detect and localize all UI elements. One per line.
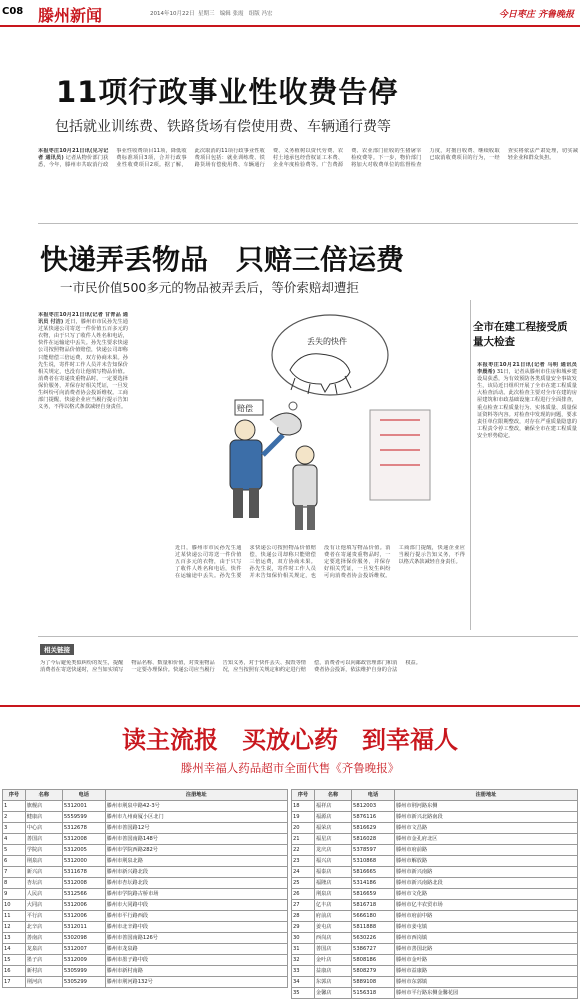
table-row — [3, 911, 288, 922]
table-cell: 荆河店 — [25, 977, 62, 988]
table-cell: 8 — [3, 878, 26, 889]
table-header-cell: 名称 — [25, 790, 62, 801]
table-cell: 12 — [3, 922, 26, 933]
table-cell: 5 — [3, 845, 26, 856]
store-table-left — [2, 789, 288, 988]
table-cell: 5816629 — [352, 823, 395, 834]
table-cell: 29 — [292, 922, 315, 933]
ad-rule — [0, 705, 580, 707]
table-cell: 滕州市新兴路北段 — [105, 867, 287, 878]
table-row — [292, 823, 578, 834]
story2-text: 近日，滕州市市民孙先生通过某快递公司寄送一件价值五百多元的衣物，由于只写了收件人姓名和电话，快件在运输途中丢失。孙先生要求快递公司按照物品价值赔偿，快递公司却称只能赔偿三倍运费，双方协商未果。孙先生说，寄件时工作人员并未告知保价相关规定，也没有让他填写物品价值。消费者在寄递贵重物品时，一定要选择保价服务，并保存好相关凭证，一旦发生纠纷可向消费者协会投诉维权。工商部门提醒，快递企业应当履行提示告知义务，不得以格式条款减轻自身责任。 — [38, 319, 128, 411]
table-cell: 5816659 — [352, 889, 395, 900]
table-row — [292, 889, 578, 900]
table-row — [3, 922, 288, 933]
related-text: 为了今后避免类似纠纷的发生，提醒消费者在寄送快递时，应当如实填写物品名称、数量和价值，对贵重物品一定要办理保价。快递公司应当履行告知义务，对于快件丢失、损毁等情况，应当按照有关规定和约定进行赔偿，消费者可以向邮政管理部门和消费者协会投诉，依法维护自身的合法权益。 — [40, 660, 421, 674]
table-cell: 滕州市新村南路 — [105, 966, 287, 977]
table-cell: 滕州市龙泉路 — [105, 944, 287, 955]
table-header-cell: 电话 — [352, 790, 395, 801]
table-cell: 滕州市文化路 — [394, 889, 577, 900]
table-cell: 滕州市东郭镇 — [394, 977, 577, 988]
table-cell: 滕州市善国南路148号 — [105, 834, 287, 845]
table-cell: 滕州市平行路西段 — [105, 911, 287, 922]
table-header-cell: 序号 — [292, 790, 315, 801]
table-cell: 北辛店 — [25, 922, 62, 933]
table-cell: 5666180 — [352, 911, 395, 922]
table-row — [292, 944, 578, 955]
table-cell: 滕州市金叶路 — [394, 955, 577, 966]
story2-body — [38, 312, 128, 630]
story3-headline: 全市在建工程接受质量大检查 — [473, 321, 568, 348]
table-cell: 3 — [3, 823, 26, 834]
table-cell: 滕州市文昌路 — [394, 823, 577, 834]
story1-byline: 本报枣庄10月21日讯(见习记者 通讯员) — [38, 148, 109, 162]
table-row — [292, 955, 578, 966]
story3-body — [477, 362, 577, 630]
table-cell: 人民店 — [25, 889, 62, 900]
page-header — [0, 0, 580, 26]
table-cell: 福源店 — [314, 812, 351, 823]
story2-body-cont — [175, 545, 465, 631]
table-cell: 滕州市杏坛路北段 — [105, 878, 287, 889]
cartoon-sign: 赔偿 — [237, 404, 253, 413]
table-cell: 平行店 — [25, 911, 62, 922]
table-cell: 西岗店 — [314, 933, 351, 944]
related-label: 相关链接 — [40, 644, 74, 655]
table-cell: 5808186 — [352, 955, 395, 966]
table-cell: 杏坛店 — [25, 878, 62, 889]
table-row — [3, 812, 288, 823]
table-cell: 15 — [3, 955, 26, 966]
store-table-right-grid — [291, 789, 578, 999]
table-cell: 滕州市荆泉北路 — [105, 856, 287, 867]
table-cell: 善国店 — [314, 944, 351, 955]
table-cell: 金叶店 — [314, 955, 351, 966]
table-cell: 滕州市益康路 — [394, 966, 577, 977]
table-cell: 17 — [3, 977, 26, 988]
table-cell: 5305299 — [62, 977, 105, 988]
table-row — [3, 966, 288, 977]
table-cell: 东郭店 — [314, 977, 351, 988]
table-row — [292, 977, 578, 988]
table-row — [3, 878, 288, 889]
table-cell: 学院店 — [25, 845, 62, 856]
table-cell: 5312678 — [62, 823, 105, 834]
story1-subhead: 包括就业训练费、铁路货场有偿使用费、车辆通行费等 — [55, 119, 391, 135]
table-cell: 福星店 — [314, 834, 351, 845]
related-divider — [38, 636, 578, 637]
table-cell: 滕州市善国北路 — [394, 944, 577, 955]
table-cell: 益康店 — [314, 966, 351, 977]
table-cell: 新村店 — [25, 966, 62, 977]
table-cell: 5812003 — [352, 801, 395, 812]
table-cell: 5310868 — [352, 856, 395, 867]
layout-editor: 组版 冯宏 — [248, 11, 273, 17]
header-rule — [0, 25, 580, 27]
table-cell: 9 — [3, 889, 26, 900]
page-number: C08 — [2, 6, 24, 17]
table-row — [292, 834, 578, 845]
table-cell: 姜屯店 — [314, 922, 351, 933]
sidebar-divider — [470, 300, 471, 630]
story2-headline: 快递弄丢物品 只赔三倍运费 — [40, 243, 405, 276]
store-table-right — [291, 789, 578, 999]
paper-name: 今日枣庄 齐鲁晚报 — [498, 10, 574, 20]
table-cell: 5312007 — [62, 944, 105, 955]
table-cell: 30 — [292, 933, 315, 944]
related-body — [40, 660, 580, 700]
table-row — [3, 977, 288, 988]
table-cell: 滕州市姜屯镇 — [394, 922, 577, 933]
store-table-left-grid — [2, 789, 288, 988]
table-cell: 5305999 — [62, 966, 105, 977]
table-cell: 16 — [3, 966, 26, 977]
table-cell: 13 — [3, 933, 26, 944]
table-cell: 新兴店 — [25, 867, 62, 878]
table-cell: 龙庆店 — [314, 845, 351, 856]
table-cell: 6 — [3, 856, 26, 867]
table-cell: 5156318 — [352, 988, 395, 999]
table-row — [3, 845, 288, 856]
table-cell: 32 — [292, 955, 315, 966]
table-cell: 5559599 — [62, 812, 105, 823]
table-cell: 5312566 — [62, 889, 105, 900]
table-cell: 21 — [292, 834, 315, 845]
table-cell: 5312000 — [62, 856, 105, 867]
table-cell: 25 — [292, 878, 315, 889]
table-row — [3, 801, 288, 812]
cartoon-label: 丢失的快件 — [307, 337, 347, 346]
table-cell: 35 — [292, 988, 315, 999]
table-row — [292, 988, 578, 999]
table-cell: 滕州市九州商厦小区北门 — [105, 812, 287, 823]
table-cell: 龙泉店 — [25, 944, 62, 955]
story2-text-cont: 近日，滕州市市民孙先生通过某快递公司寄送一件价值五百多元的衣物，由于只写了收件人姓名和电话，快件在运输途中丢失。孙先生要求快递公司按照物品价值赔偿，快递公司却称只能赔偿三倍运费，双方协商未果。孙先生说，寄件时工作人员并未告知保价相关规定，也没有让他填写物品价值。消费者在寄递贵重物品时，一定要选择保价服务，并保存好相关凭证，一旦发生纠纷可向消费者协会投诉维权。工商部门提醒，快递企业应当履行提示告知义务，不得以格式条款减轻自身责任。 — [175, 545, 465, 580]
table-cell: 府前店 — [314, 911, 351, 922]
issue-date: 2014年10月22日 — [150, 11, 195, 17]
table-cell: 23 — [292, 856, 315, 867]
story3-byline: 本报枣庄10月21日讯(记者 马明 通讯员 李晨希) — [477, 362, 577, 376]
table-row — [3, 889, 288, 900]
table-cell: 善南店 — [25, 933, 62, 944]
story1-headline: 11项行政事业性收费告停 — [56, 75, 399, 109]
table-cell: 亿丰店 — [314, 900, 351, 911]
table-cell: 滕州市大同路中段 — [105, 900, 287, 911]
table-row — [292, 966, 578, 977]
table-cell: 滕州市学院西路282号 — [105, 845, 287, 856]
table-row — [292, 801, 578, 812]
table-cell: 5312005 — [62, 845, 105, 856]
cartoon-illustration — [175, 300, 465, 540]
table-cell: 健康店 — [25, 812, 62, 823]
table-row — [3, 900, 288, 911]
section-name: 滕州新闻 — [38, 6, 103, 25]
table-cell: 5808279 — [352, 966, 395, 977]
table-row — [3, 867, 288, 878]
table-cell: 19 — [292, 812, 315, 823]
table-cell: 滕州市学院路古桥市场 — [105, 889, 287, 900]
table-cell: 滕州市荆泉中路42-3号 — [105, 801, 287, 812]
table-cell: 5811888 — [352, 922, 395, 933]
table-cell: 7 — [3, 867, 26, 878]
table-cell: 滕州市解放路 — [394, 856, 577, 867]
table-cell: 旗舰店 — [25, 801, 62, 812]
table-cell: 1 — [3, 801, 26, 812]
table-cell: 33 — [292, 966, 315, 977]
table-cell: 福兴店 — [314, 856, 351, 867]
table-cell: 滕州市善国南路126号 — [105, 933, 287, 944]
table-cell: 5876116 — [352, 812, 395, 823]
table-cell: 5889108 — [352, 977, 395, 988]
table-row — [3, 834, 288, 845]
story3-text: 31日，记者从滕州市住房和城乡建设局获悉，为有效预防各类质量安全事故发生，该局近日组织开展了全市在建工程质量大检查活动。此次检查主要对全市在建的房屋建筑和市政基础设施工程进行全面排查，重点检查工程质量行为、实体质量、质量保证资料等内容。对检查中发现的问题，要求责任单位限期整改，对存在严重质量隐患的工程责令停工整改，确保全市在建工程质量安全形势稳定。 — [477, 369, 577, 439]
table-cell: 26 — [292, 889, 315, 900]
table-cell: 5312011 — [62, 922, 105, 933]
table-cell: 5312001 — [62, 801, 105, 812]
table-cell: 5312006 — [62, 911, 105, 922]
table-cell: 34 — [292, 977, 315, 988]
table-cell: 滕州市墨子路中段 — [105, 955, 287, 966]
table-cell: 4 — [3, 834, 26, 845]
table-cell: 金馨店 — [314, 988, 351, 999]
table-row — [292, 845, 578, 856]
table-cell: 18 — [292, 801, 315, 812]
table-cell: 滕州市平行路东侧金馨花园 — [394, 988, 577, 999]
table-header-cell: 名称 — [314, 790, 351, 801]
table-cell: 5302098 — [62, 933, 105, 944]
table-header-cell: 注册地址 — [105, 790, 287, 801]
table-row — [292, 856, 578, 867]
table-cell: 10 — [3, 900, 26, 911]
table-cell: 5816028 — [352, 834, 395, 845]
table-cell: 大同店 — [25, 900, 62, 911]
issue-weekday: 星期三 — [198, 11, 215, 17]
table-row — [292, 922, 578, 933]
table-cell: 20 — [292, 823, 315, 834]
table-row — [3, 823, 288, 834]
table-row — [292, 878, 578, 889]
story1-divider — [38, 223, 578, 224]
table-cell: 滕州市新兴南路 — [394, 867, 577, 878]
table-cell: 5386727 — [352, 944, 395, 955]
table-cell: 荆泉店 — [314, 889, 351, 900]
table-row — [3, 944, 288, 955]
table-cell: 滕州市西岗镇 — [394, 933, 577, 944]
table-row — [3, 856, 288, 867]
table-cell: 滕州市府前路 — [394, 845, 577, 856]
table-cell: 滕州市新兴南路北段 — [394, 878, 577, 889]
ad-headline: 读主流报 买放心药 到幸福人 — [122, 725, 458, 754]
table-row — [292, 933, 578, 944]
table-cell: 福荣店 — [314, 823, 351, 834]
table-cell: 滕州市亿丰农贸市场 — [394, 900, 577, 911]
table-cell: 5312008 — [62, 878, 105, 889]
table-row — [3, 933, 288, 944]
table-cell: 滕州市府前中路 — [394, 911, 577, 922]
table-cell: 5630226 — [352, 933, 395, 944]
table-cell: 5312006 — [62, 900, 105, 911]
table-cell: 滕州市北辛路中段 — [105, 922, 287, 933]
table-cell: 5816718 — [352, 900, 395, 911]
editor: 编辑 张霞 — [219, 11, 244, 17]
table-cell: 5312008 — [62, 834, 105, 845]
table-cell: 5314186 — [352, 878, 395, 889]
table-row — [3, 955, 288, 966]
table-cell: 5816665 — [352, 867, 395, 878]
table-cell: 滕州市新兴北路南段 — [394, 812, 577, 823]
table-row — [292, 812, 578, 823]
table-cell: 2 — [3, 812, 26, 823]
ad-subhead: 滕州幸福人药品超市全面代售《齐鲁晚报》 — [180, 761, 400, 775]
table-header-cell: 电话 — [62, 790, 105, 801]
story1-body — [38, 148, 578, 218]
table-cell: 28 — [292, 911, 315, 922]
table-header-cell: 序号 — [3, 790, 26, 801]
table-cell: 27 — [292, 900, 315, 911]
table-row — [292, 867, 578, 878]
story2-byline: 本报枣庄10月21日讯(记者 甘青品 通讯员 付洁) — [38, 312, 128, 326]
table-cell: 福祥店 — [314, 801, 351, 812]
table-cell: 荆泉店 — [25, 856, 62, 867]
story1-text: 记者从物价部门获悉，今年，滕州市共取消行政事业性收费项目11项，降低收费标准项目3项，合并行政事业性收费项目2项。据了解，此次取消的11项行政事业性收费项目包括：就业训练费、铁路货场有偿使用费、车辆通行费、义务植树以资代劳费、农村土地承包经营权证工本费、企业年度检验费等。广告费源费、农业部门征收的生猪屠宰检疫费等。下一步，物价部门将加大对收费单位的监督检查力度，对擅自收费、继续收取已取消收费项目的行为，一经查实将依法严肃处理，切实减轻企业和群众负担。 — [38, 148, 578, 169]
table-cell: 31 — [292, 944, 315, 955]
table-cell: 墨子店 — [25, 955, 62, 966]
table-cell: 中心店 — [25, 823, 62, 834]
table-cell: 22 — [292, 845, 315, 856]
table-cell: 11 — [3, 911, 26, 922]
table-cell: 5378597 — [352, 845, 395, 856]
table-row — [292, 911, 578, 922]
table-cell: 24 — [292, 867, 315, 878]
table-row — [292, 900, 578, 911]
table-cell: 福泰店 — [314, 867, 351, 878]
table-cell: 福隆店 — [314, 878, 351, 889]
table-cell: 14 — [3, 944, 26, 955]
table-header-cell: 注册地址 — [394, 790, 577, 801]
table-cell: 5311678 — [62, 867, 105, 878]
story2-subhead: 一市民价值500多元的物品被弄丢后，等价索赔却遭拒 — [60, 280, 359, 295]
table-cell: 滕州市善国路12号 — [105, 823, 287, 834]
table-cell: 滕州市荆河路132号 — [105, 977, 287, 988]
table-cell: 5312009 — [62, 955, 105, 966]
table-cell: 滕州市金孔府北区 — [394, 834, 577, 845]
table-cell: 善国店 — [25, 834, 62, 845]
table-cell: 滕州市荆河路东侧 — [394, 801, 577, 812]
